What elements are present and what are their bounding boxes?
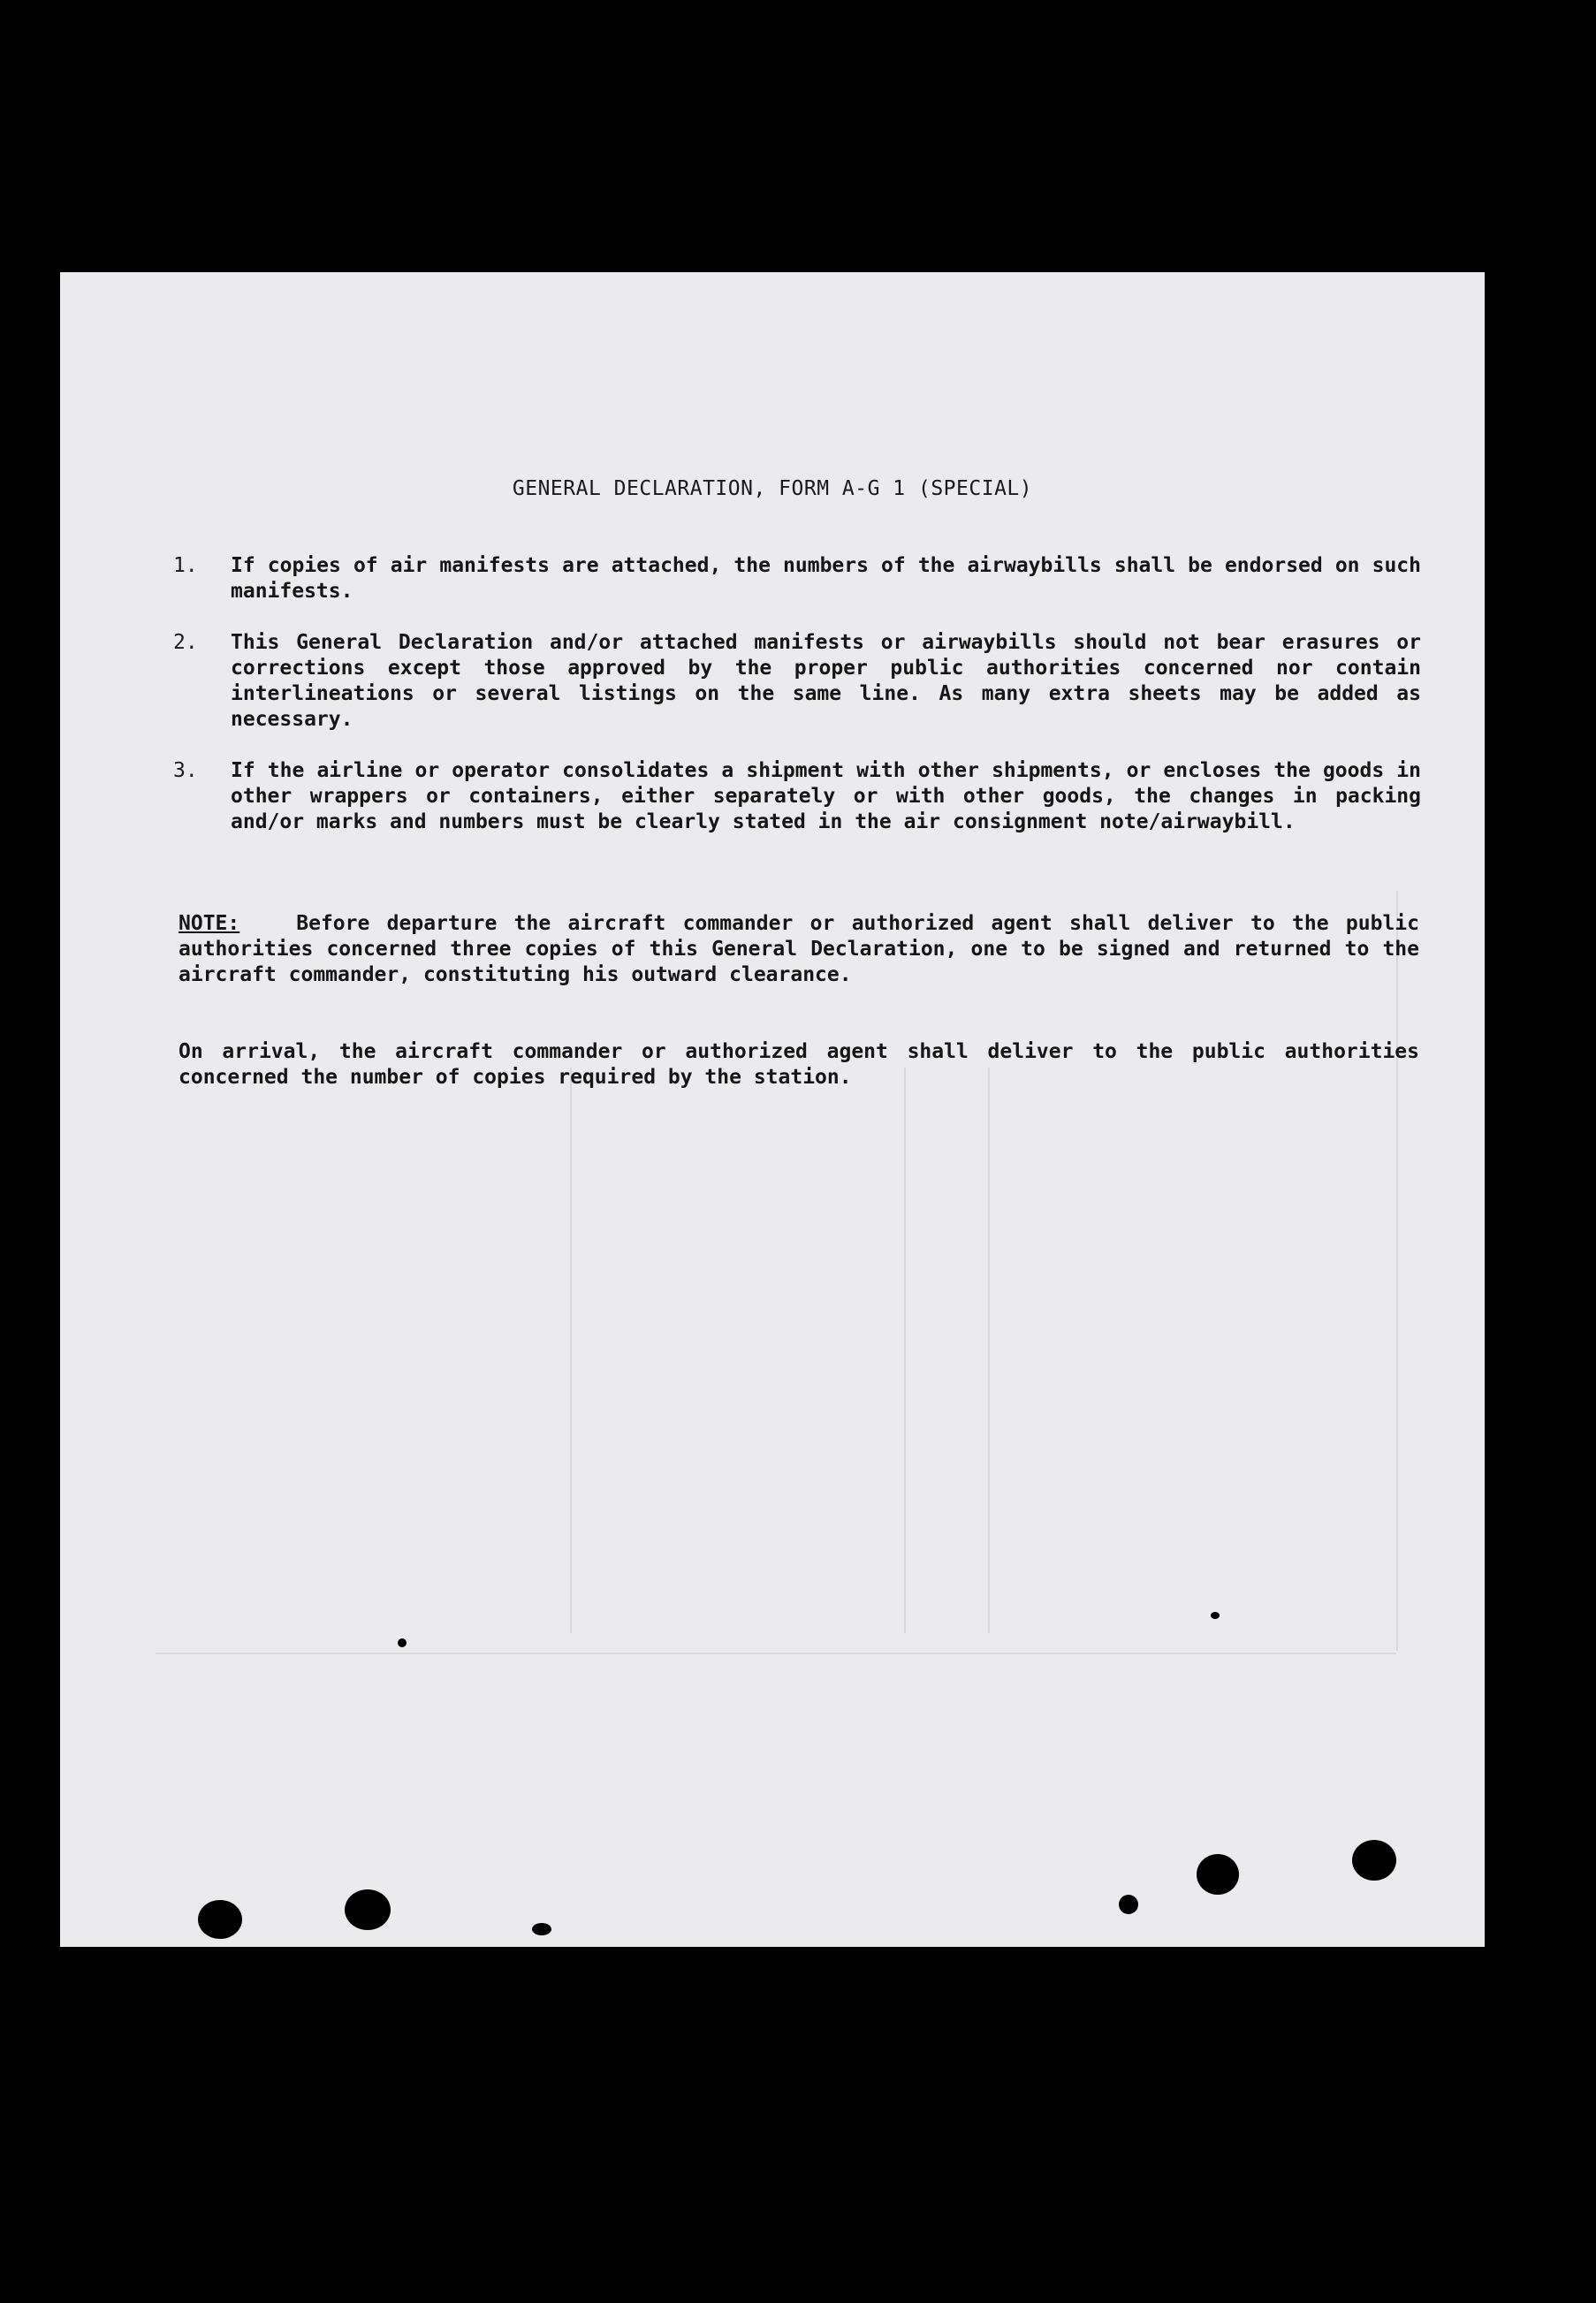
item-text: This General Declaration and/or attached manifests or airwaybills should not bear erasures or corrections except those approved by the proper public authorities concerned nor contain interlineations or several listings on the same line. As many extra sheets may be added as necessary. [231, 631, 1421, 731]
item-number: 1. [173, 554, 198, 577]
list-item [173, 630, 1421, 733]
item-number: 3. [173, 759, 198, 782]
show-through-line [156, 1653, 1396, 1654]
item-text: If copies of air manifests are attached, the numbers of the airwaybills shall be endorsed on such manifests. [231, 554, 1421, 603]
show-through-line [570, 1068, 572, 1633]
list-item [173, 553, 1421, 604]
ink-mark [532, 1923, 551, 1935]
show-through-line [1396, 891, 1398, 1651]
ink-mark [1119, 1895, 1138, 1914]
punch-hole [345, 1889, 391, 1930]
item-text: If the airline or operator consolidates a shipment with other shipments, or encloses the goods in other wrappers or containers, either separately or with other goods, the changes in packing and/or marks and numbers must be clearly stated in the air consignment note/airwaybill. [231, 759, 1421, 833]
ink-mark [1211, 1612, 1220, 1619]
note-paragraph [179, 911, 1419, 988]
show-through-line [904, 1068, 906, 1633]
document-page [60, 272, 1485, 1947]
note-label: NOTE: [179, 912, 240, 935]
punch-hole [1352, 1840, 1396, 1881]
note-text: Before departure the aircraft commander or authorized agent shall deliver to the public authorities concerned three copies of this General Declaration, one to be signed and returned to the aircraft commander, constituting his outward clearance. [179, 912, 1419, 986]
item-number: 2. [173, 631, 198, 654]
punch-hole [1197, 1854, 1239, 1895]
show-through-line [988, 1068, 990, 1633]
list-item [173, 758, 1421, 835]
document-title: GENERAL DECLARATION, FORM A-G 1 (SPECIAL) [512, 477, 1033, 500]
punch-hole [198, 1900, 242, 1939]
arrival-paragraph: On arrival, the aircraft commander or authorized agent shall deliver to the public authorities concerned the number of copies required by the station. [179, 1040, 1419, 1089]
instruction-list [173, 553, 1421, 861]
ink-mark [398, 1638, 407, 1647]
